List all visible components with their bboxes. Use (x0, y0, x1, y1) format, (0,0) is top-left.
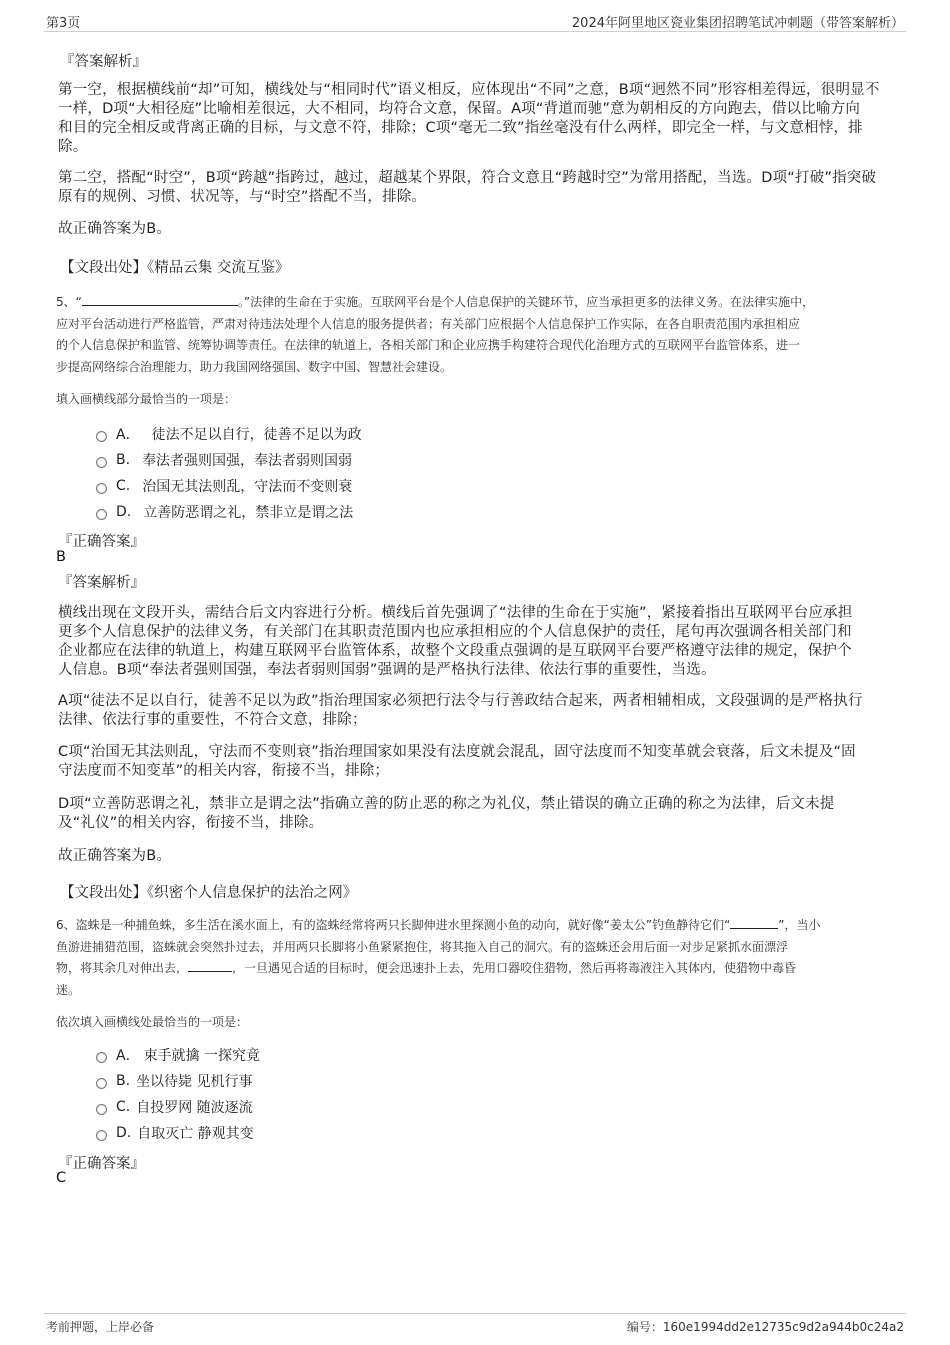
radio-button[interactable] (96, 1052, 107, 1063)
question-line: 鱼游进捕猎范围，盗蛛就会突然扑过去，并用两只长脚将小鱼紧紧抱住，将其拖入自己的洞穴。有的盗蛛还会用后面一对步足紧抓水面漂浮 (56, 939, 789, 954)
radio-button[interactable] (96, 483, 107, 494)
footer-slogan: 考前押题，上岸必备 (46, 1320, 155, 1334)
option-text: 立善防恶谓之礼，禁非立是谓之法 (143, 505, 354, 521)
option-d[interactable] (96, 501, 353, 523)
radio-button[interactable] (96, 509, 107, 520)
text-line: 更多个人信息保护的法律义务，有关部门在其职责范围内也应承担相应的个人信息保护的责任，尾句再次强调各相关部门和 (58, 624, 852, 640)
answer-blank (82, 294, 238, 306)
text-line: 及“礼仪”的相关内容，衔接不当，排除。 (58, 815, 324, 831)
correct-answer-tag: 『正确答案』 (58, 1156, 145, 1172)
text-line: 一样，D项“大相径庭”比喻相差很远，大不相同，均符合文意，保留。A项“背道而驰”意为朝相反的方向跑去，借以比喻方向 (58, 101, 861, 117)
radio-button[interactable] (96, 431, 107, 442)
text-line: 和目的完全相反或背离正确的目标，与文意不符，排除；C项“毫无二致”指丝毫没有什么两样，即完全一样，与文意相悖，排 (58, 120, 863, 136)
option-key: A． (116, 1048, 140, 1064)
document-title: 2024年阿里地区瓷业集团招聘笔试冲刺题（带答案解析） (571, 16, 904, 31)
text-line: D项“立善防恶谓之礼，禁非立是谓之法”指确立善的防止恶的称之为礼仪，禁止错误的确立正确的称之为法律，后文未提 (58, 796, 835, 812)
analysis-tag: 『答案解析』 (60, 54, 147, 70)
option-a[interactable] (96, 423, 362, 445)
question-prompt: 填入画横线部分最恰当的一项是： (56, 392, 237, 406)
option-b[interactable] (96, 449, 352, 471)
option-a[interactable] (96, 1044, 260, 1066)
question-prompt: 依次填入画横线处最恰当的一项是： (56, 1015, 249, 1029)
question-number: 5、“ (56, 295, 82, 309)
footer-divider (44, 1313, 906, 1314)
source-note: 【文段出处】《织密个人信息保护的法治之网》 (60, 885, 358, 901)
option-text: 束手就擒 一探究竟 (143, 1048, 261, 1064)
option-key: C. (116, 478, 131, 494)
correct-answer: B (56, 549, 66, 565)
correct-answer: C (56, 1170, 67, 1186)
option-d[interactable] (96, 1122, 254, 1144)
conclusion: 故正确答案为B。 (58, 221, 172, 237)
analysis-paragraph-1 (58, 81, 898, 157)
text-line: 第二空，搭配“时空”，B项“跨越”指跨过，越过，超越某个界限，符合文意且“跨越时空”为常用搭配，当选。D项“打破”指突破 (58, 170, 877, 186)
option-text: 自投罗网 随波逐流 (136, 1100, 253, 1116)
analysis-paragraph (58, 795, 898, 833)
question-text: 。”法律的生命在于实施。互联网平台是个人信息保护的关键环节，应当承担更多的法律义务。在法律实施中， (237, 295, 815, 309)
question-line: 的个人信息保护和监管、统筹协调等责任。在法律的轨道上，各相关部门和企业应携手构建符合现代化治理方式的互联网平台监管体系，进一 (56, 338, 801, 352)
text-line: A项“徒法不足以自行，徒善不足以为政”指治理国家必须把行法令与行善政结合起来，两者相辅相成，文段强调的是严格执行 (58, 693, 863, 709)
question-5 (56, 292, 902, 378)
question-text: 物，将其余几对伸出去， (56, 961, 189, 975)
text-line: 守法度而不知变革”的相关内容，衔接不当，排除； (58, 763, 390, 779)
option-key: C. (116, 1099, 131, 1115)
analysis-paragraph (58, 743, 898, 781)
code-label: 编号： (626, 1320, 663, 1334)
text-line: 原有的规例、习惯、状况等，与“时空”搭配不当，排除。 (58, 189, 427, 205)
option-text: 坐以待毙 见机行事 (136, 1074, 253, 1090)
analysis-paragraph (58, 604, 898, 680)
document-code (627, 1318, 904, 1335)
option-text: 奉法者强则国强，奉法者弱则国弱 (142, 453, 353, 469)
analysis-paragraph (58, 692, 898, 730)
option-key: D. (116, 1125, 132, 1141)
text-line: 法律、依法行事的重要性，不符合文意，排除； (58, 712, 367, 728)
question-line (56, 958, 902, 980)
radio-button[interactable] (96, 457, 107, 468)
source-note: 【文段出处】《精品云集 交流互鉴》 (60, 260, 290, 276)
code-value: 160e1994dd2e12735c9d2a944b0c24a2 (662, 1320, 904, 1334)
option-key: D. (116, 504, 132, 520)
option-key: B. (116, 1073, 131, 1089)
option-b[interactable] (96, 1070, 253, 1092)
radio-button[interactable] (96, 1104, 107, 1115)
page-footer (0, 1305, 950, 1345)
option-text: 徒法不足以自行，徒善不足以为政 (151, 427, 362, 443)
radio-button[interactable] (96, 1130, 107, 1141)
option-text: 治国无其法则乱，守法而不变则衰 (142, 479, 353, 495)
text-line: 第一空，根据横线前“却”可知，横线处与“相同时代”语义相反，应体现出“不同”之意，B项“迥然不同”形容相差得远，很明显不 (58, 82, 880, 98)
question-text: ，一旦遇见合适的目标时，便会迅速扑上去，先用口器咬住猎物，然后再将毒液注入其体内，使猎物中毒昏 (232, 961, 797, 975)
question-text: 6、盗蛛是一种捕鱼蛛，多生活在溪水面上，有的盗蛛经常将两只长脚伸进水里探测小鱼的动向，就好像“姜太公”钓鱼静待它们“ (56, 918, 731, 932)
question-text: ”，当小 (778, 918, 821, 932)
radio-button[interactable] (96, 1078, 107, 1089)
answer-blank (188, 960, 232, 972)
header-divider (44, 31, 906, 32)
question-line: 迷。 (56, 982, 81, 997)
text-line: 除。 (58, 139, 88, 155)
correct-answer-tag: 『正确答案』 (58, 534, 145, 550)
analysis-tag: 『答案解析』 (58, 575, 145, 591)
option-key: A． (116, 427, 140, 443)
option-c[interactable] (96, 1096, 253, 1118)
answer-blank (730, 917, 778, 929)
conclusion: 故正确答案为B。 (58, 848, 172, 864)
question-line (56, 915, 902, 937)
option-c[interactable] (96, 475, 352, 497)
page-number: 第3页 (46, 16, 81, 31)
analysis-paragraph-2 (58, 169, 898, 207)
question-line: 应对平台活动进行严格监管，严肃对待违法处理个人信息的服务提供者；有关部门应根据个人信息保护工作实际，在各自职责范围内承担相应 (56, 316, 801, 331)
question-line: 步提高网络综合治理能力，助力我国网络强国、数字中国、智慧社会建设。 (56, 359, 453, 374)
text-line: C项“治国无其法则乱，守法而不变则衰”指治理国家如果没有法度就会混乱，固守法度而不知变革就会衰落，后文未提及“固 (58, 744, 856, 760)
question-line (56, 292, 902, 314)
page-header (0, 0, 950, 34)
text-line: 企业都应在法律的轨道上，构建互联网平台监管体系，故整个文段重点强调的是互联网平台要严格遵守法律的规定，保护个 (58, 643, 852, 659)
question-6 (56, 915, 902, 1001)
option-key: B. (116, 452, 131, 468)
text-line: 人信息。B项“奉法者强则国强，奉法者弱则国弱”强调的是严格执行法律、依法行事的重要性，当选。 (58, 662, 716, 678)
option-text: 自取灭亡 静观其变 (137, 1126, 254, 1142)
text-line: 横线出现在文段开头，需结合后文内容进行分析。横线后首先强调了“法律的生命在于实施”，紧接着指出互联网平台应承担 (58, 605, 853, 621)
